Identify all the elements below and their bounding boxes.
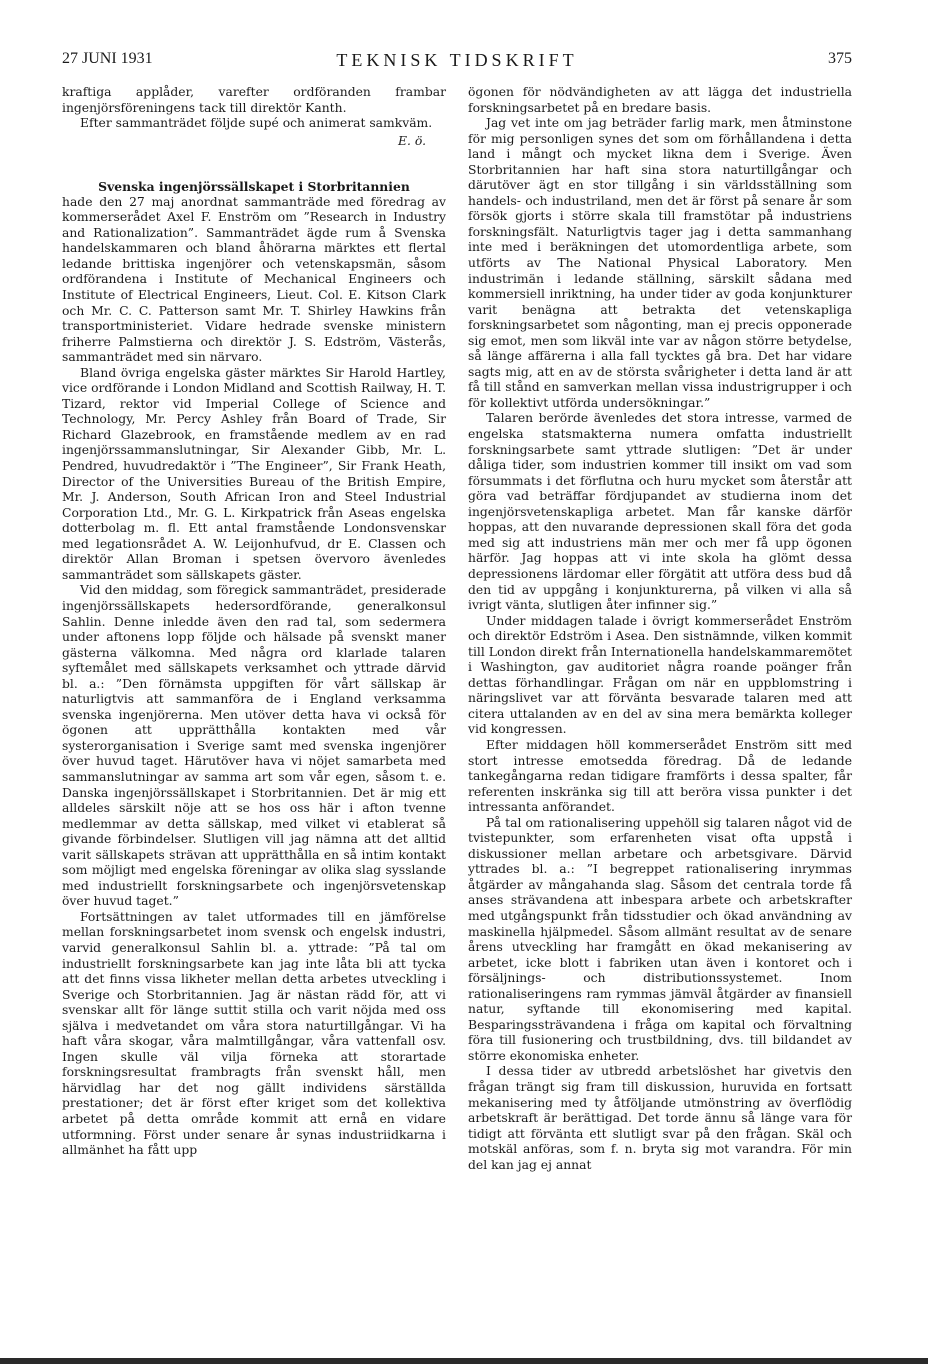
paragraph: Fortsättningen av talet utformades till en jämförelse mellan forskningsarbetet inom svensk och engelsk industri, varvid generalkonsul Sahlin bl. a. yttrade: ”På tal om industriellt forskningsarbete kan jag inte låta bli att tycka att det finns vissa likheter mellan detta arbetes utveckling i Sverige och Storbritannien. Jag är nästan rädd för, att vi svenskar allt för länge suttit stilla och varit nöjda med oss själva i medvetandet om våra stora naturtillgångar. Vi ha haft våra skogar, våra malmtillgångar, våra vattenfall osv. Ingen skulle väl vilja förneka att storartade forskningsresultat frambragts från svenskt håll, men härvidlag har det nog gällt individens särställda prestationer; det är först efter kriget som det kollektiva arbetet på detta område kommit att ernå en vidare utformning. Först under senare år synas industriidkarna i allmänhet ha fått upp xyxy=(62,909,446,1158)
paragraph: I dessa tider av utbredd arbetslöshet har givetvis den frågan trängt sig fram till diskussion, huruvida en fortsatt mekanisering med ty åtföljande utmönstring av överflödig arbetskraft är berättigad. Det torde ännu så länge vara för tidigt att förvänta ett slutligt svar på den frågan. Skäl och motskäl anföras, som f. n. bryta sig mot varandra. För min del kan jag ej annat xyxy=(468,1064,852,1172)
paragraph: ögonen för nödvändigheten av att lägga det industriella forskningsarbetet på en bredare basis. xyxy=(468,85,852,115)
scan-edge xyxy=(0,1358,928,1364)
paragraph: På tal om rationalisering uppehöll sig talaren något vid de tvistepunkter, som erfarenheten visat ofta uppstå i diskussioner mellan arbetare och arbetsgivare. Därvid yttrades bl. a.: ”I begreppet rationalisering inrymmas åtgärder av mångahanda slag. Såsom det centrala torde få anses strävandena att inbespara arbete och arbetskrafter med utgångspunkt från tidsstudier och ökad användning av maskinella hjälpmedel. Såsom allmänt resultat av de senare årens utveckling har framgått en ökad mekanisering av arbetet, icke blott i fabriken utan även i kontoret och i försäljnings- och distributionssystemet. Inom rationaliseringens ram rymmas jämväl åtgärder av finansiell natur, syftande till ekonomisering med kapital. Besparingssträvandena i fråga om kapital och förvaltning föra till fusionering och trustbildning, dvs. till bildandet av större ekonomiska enheter. xyxy=(468,815,852,1063)
page-number: 375 xyxy=(828,50,852,67)
right-column xyxy=(468,85,852,1173)
journal-title: TEKNISK TIDSKRIFT xyxy=(336,50,578,70)
paragraph: hade den 27 maj anordnat sammanträde med föredrag av kommerserådet Axel F. Enström om ”Research in Industry and Rationalization”. Sammanträdet ägde rum å Svenska handelskammaren och bland åhörarna märktes ett flertal ledande brittiska ingenjörer och vetenskapsmän, såsom ordförandena i Institute of Mechanical Engineers och Institute of Electrical Engineers, Lieut. Col. E. Kitson Clark och Mr. C. C. Patterson samt Mr. T. Shirley Hawkins från transportministeriet. Vidare hedrade svenske ministern friherre Palmstierna och direktör J. S. Edström, Västerås, sammanträdet med sin närvaro. xyxy=(62,194,446,365)
paragraph: Bland övriga engelska gäster märktes Sir Harold Hartley, vice ordförande i London Midland and Scottish Railway, H. T. Tizard, rektor vid Imperial College of Science and Technology, Mr. Percy Ashley från Board of Trade, Sir Richard Glazebrook, en framstående medlem av en rad ingenjörssammanslutningar, Sir Alexander Gibb, Mr. L. Pendred, huvudredaktör i ”The Engineer”, Sir Frank Heath, Director of the Universities Bureau of the British Empire, Mr. J. Anderson, South African Iron and Steel Industrial Corporation Ltd., Mr. G. L. Kirkpatrick från Aseas engelska dotterbolag m. fl. Ett antal framstående Londonsvenskar med legationsrådet A. W. Leijonhufvud, dr E. Classen och direktör Allan Broman i spetsen övervoro ävenledes sammanträdet som sällskapets gäster. xyxy=(62,365,446,582)
paragraph: Efter middagen höll kommerserådet Enström sitt med stort intresse emotsedda föredrag. Då de ledande tankegångarna redan tidigare framförts i dessa spalter, får referenten inskränka sig till att beröra vissa punkter i det intressanta anförandet. xyxy=(468,737,852,815)
paragraph: Vid den middag, som föregick sammanträdet, presiderade ingenjörssällskapets hedersordförande, generalkonsul Sahlin. Denne inledde även den rad tal, som sedermera under aftonens lopp följde och hälsade på svenskt maner gästerna välkomna. Med några ord klarlade talaren syftemålet med sällskapets verksamhet och yttrade därvid bl. a.: ”Den förnämsta uppgiften för vårt sällskap är naturligtvis att sammanföra de i England verksamma svenska ingenjörerna. Men utöver detta hava vi också för ögonen att upprätthålla kontakten med vår systerorganisation i Sverige samt med svenska ingenjörer över huvud taget. Härutöver hava vi nöjet samarbeta med sammanslutningar av samma art som vår egen, såsom t. e. Danska ingenjörssällskapet i Storbritannien. Det är mig ett alldeles särskilt nöje att se hos oss här i afton tvenne medlemmar av detta sällskap, med vilket vi etablerat så givande förbindelser. Slutligen vill jag nämna att det alltid varit sällskapets strävan att upprätthålla en så intim kontakt som möjligt med engelska föreningar av olika slag sysslande med industriellt forskningsarbete och ingenjörsvetenskap över huvud taget.” xyxy=(62,583,446,909)
issue-date: 27 JUNI 1931 xyxy=(62,50,153,67)
paragraph: kraftiga applåder, varefter ordföranden frambar ingenjörsföreningens tack till direktör Kanth. xyxy=(62,85,446,115)
page-header xyxy=(62,50,852,72)
paragraph: Efter sammanträdet följde supé och animerat samkväm. xyxy=(80,116,433,131)
author-signature: E. ö. xyxy=(398,133,426,148)
paragraph: Jag vet inte om jag beträder farlig mark, men åtminstone för mig personligen synes det som om förhållandena i detta land i mångt och mycket likna dem i Sverige. Även Storbritannien har haft sina stora naturtillgångar och därutöver ägt en stor tillgång i sin världsställning som handels- och industriland, men det är först på senare år som försök gjorts i större skala till framstötar på industriens forskningsfält. Naturligtvis tager jag i detta sammanhang inte med i beräkningen det utomordentliga arbete, som utförts av The National Physical Laboratory. Men industrimän i ledande ställning, särskilt sådana med kommersiell inriktning, ha under tider av goda konjunkturer varit benägna att betrakta det vetenskapliga forskningsarbetet som någonting, man ej precis opponerade sig emot, men som likväl inte var av någon större betydelse, så länge affärerna i alla fall tycktes gå bra. Det har vidare sagts mig, att en av de största svårigheter i detta land är att få till stånd en samverkan mellan vissa industrigrupper i och för kollektivt utförda undersökningar.” xyxy=(468,116,852,410)
section-heading: Svenska ingenjörssällskapet i Storbritannien xyxy=(98,179,410,195)
left-column xyxy=(62,85,446,1159)
paragraph: Talaren berörde ävenledes det stora intresse, varmed de engelska statsmakterna numera omfatta industriellt forskningsarbete samt yttrade slutligen: ”Det är under dåliga tider, som industrien kommer till insikt om vad som försummats i det förflutna och huru mycket som återstår att göra vad beträffar fördjupandet av studierna inom det ingenjörsvetenskapliga arbetet. Man får kanske därför hoppas, att den nuvarande depressionen skall föra det goda med sig att industriens män mer och mer få upp ögonen härför. Jag hoppas att vi inte skola ha glömt dessa depressionens lärdomar eller förgätit att utföra dess bud då den tid av uppgång i konjunkturerna, på vilken vi alla så ivrigt vänta, slutligen åter infinner sig.” xyxy=(468,411,852,613)
paragraph: Under middagen talade i övrigt kommerserådet Enström och direktör Edström i Asea. Den sistnämnde, vilken kommit till London direkt från Internationella handelskammaremötet i Washington, gav auditoriet några roande poänger från dettas förhandlingar. Frågan om när en uppblomstring i näringslivet var att förvänta besvarade talaren med att citera uttalanden av en del av sina mera bemärkta kolleger vid kongressen. xyxy=(468,613,852,737)
